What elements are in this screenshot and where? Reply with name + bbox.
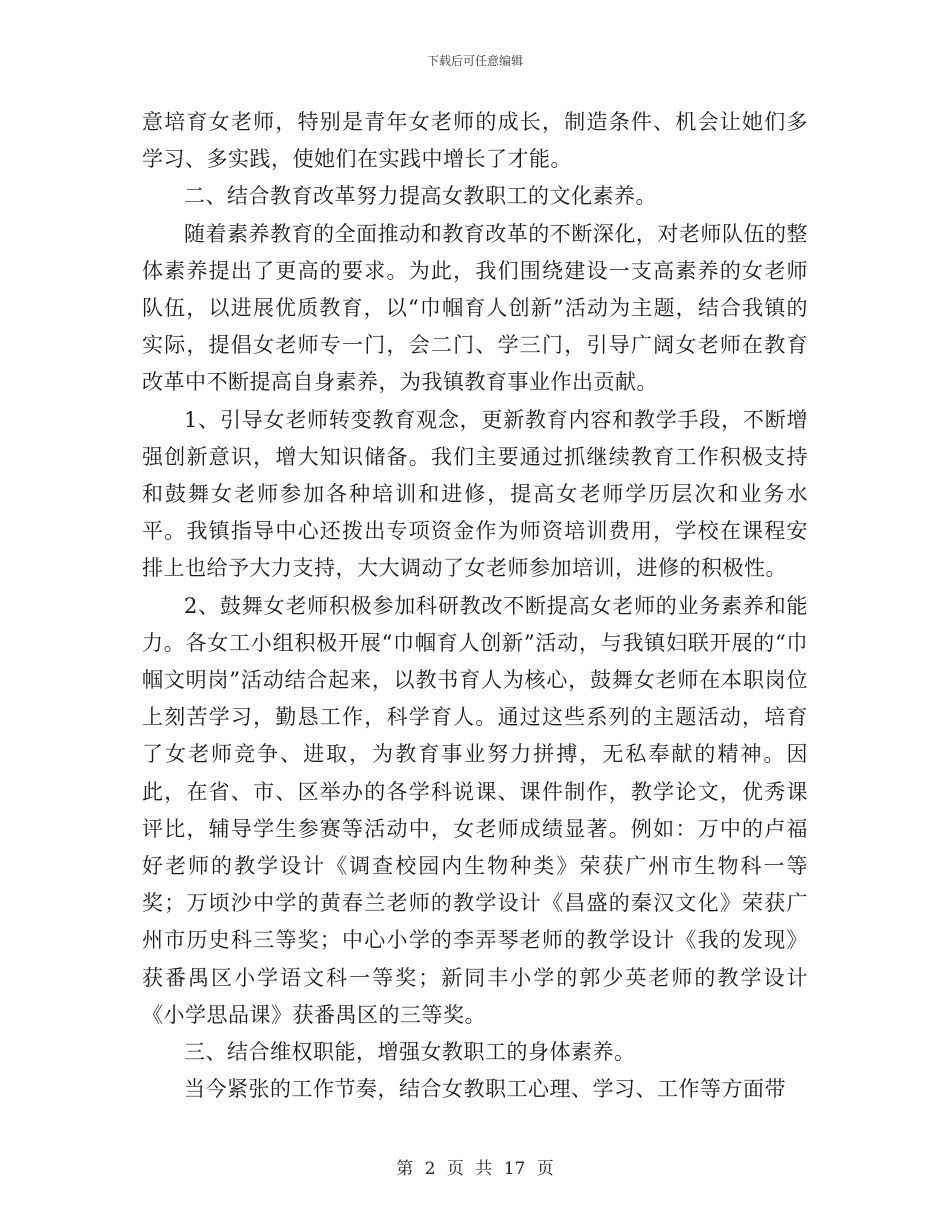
paragraph-5: 2、鼓舞女老师积极参加科研教改不断提高女老师的业务素养和能力。各女工小组积极开展“巾帼育人创新”活动，与我镇妇联开展的“巾帼文明岗”活动结合起来，以教书育人为核心，鼓舞女老师在本职岗位上刻苦学习，勤恳工作，科学育人。通过这些系列的主题活动，培育了女老师竞争、进取，为教育事业努力拼搏，无私奉献的精神。因此，在省、市、区举办的各学科说课、课件制作，教学论文，优秀课评比，辅导学生参赛等活动中，女老师成绩显著。例如：万中的卢福好老师的教学设计《调查校园内生物种类》荣获广州市生物科一等奖；万顷沙中学的黄春兰老师的教学设计《昌盛的秦汉文化》荣获广州市历史科三等奖；中心小学的李弄琴老师的教学设计《我的发现》获番禺区小学语文科一等奖；新同丰小学的郭少英老师的教学设计《小学思品课》获番禺区的三等奖。 (142, 593, 808, 1027)
page-header: 下载后可任意编辑 (426, 54, 523, 68)
paragraph-3: 随着素养教育的全面推动和教育改革的不断深化，对老师队伍的整体素养提出了更高的要求。为此，我们围绕建设一支高素养的女老师队伍，以进展优质教育，以“巾帼育人创新”活动为主题，结合我镇的实际，提倡女老师专一门，会二门、学三门，引导广阔女老师在教育改革中不断提高自身素养，为我镇教育事业作出贡献。 (142, 221, 808, 395)
section-heading-2: 二、结合教育改革努力提高女教职工的文化素养。 (184, 184, 657, 209)
section-heading-3: 三、结合维权职能，增强女教职工的身体素养。 (184, 1040, 636, 1065)
page-footer: 第 2 页 共 17 页 (396, 1159, 554, 1179)
paragraph-7: 当今紧张的工作节奏，结合女教职工心理、学习、工作等方面带 (184, 1077, 786, 1102)
paragraph-1: 意培育女老师，特别是青年女老师的成长，制造条件、机会让她们多学习、多实践，使她们在实践中增长了才能。 (142, 110, 808, 172)
paragraph-4: 1、引导女老师转变教育观念，更新教育内容和教学手段，不断增强创新意识，增大知识储备。我们主要通过抓继续教育工作积极支持和鼓舞女老师参加各种培训和进修，提高女老师学历层次和业务水平。我镇指导中心还拨出专项资金作为师资培训费用，学校在课程安排上也给予大力支持，大大调动了女老师参加培训，进修的积极性。 (142, 407, 808, 581)
document-body (142, 104, 808, 1108)
